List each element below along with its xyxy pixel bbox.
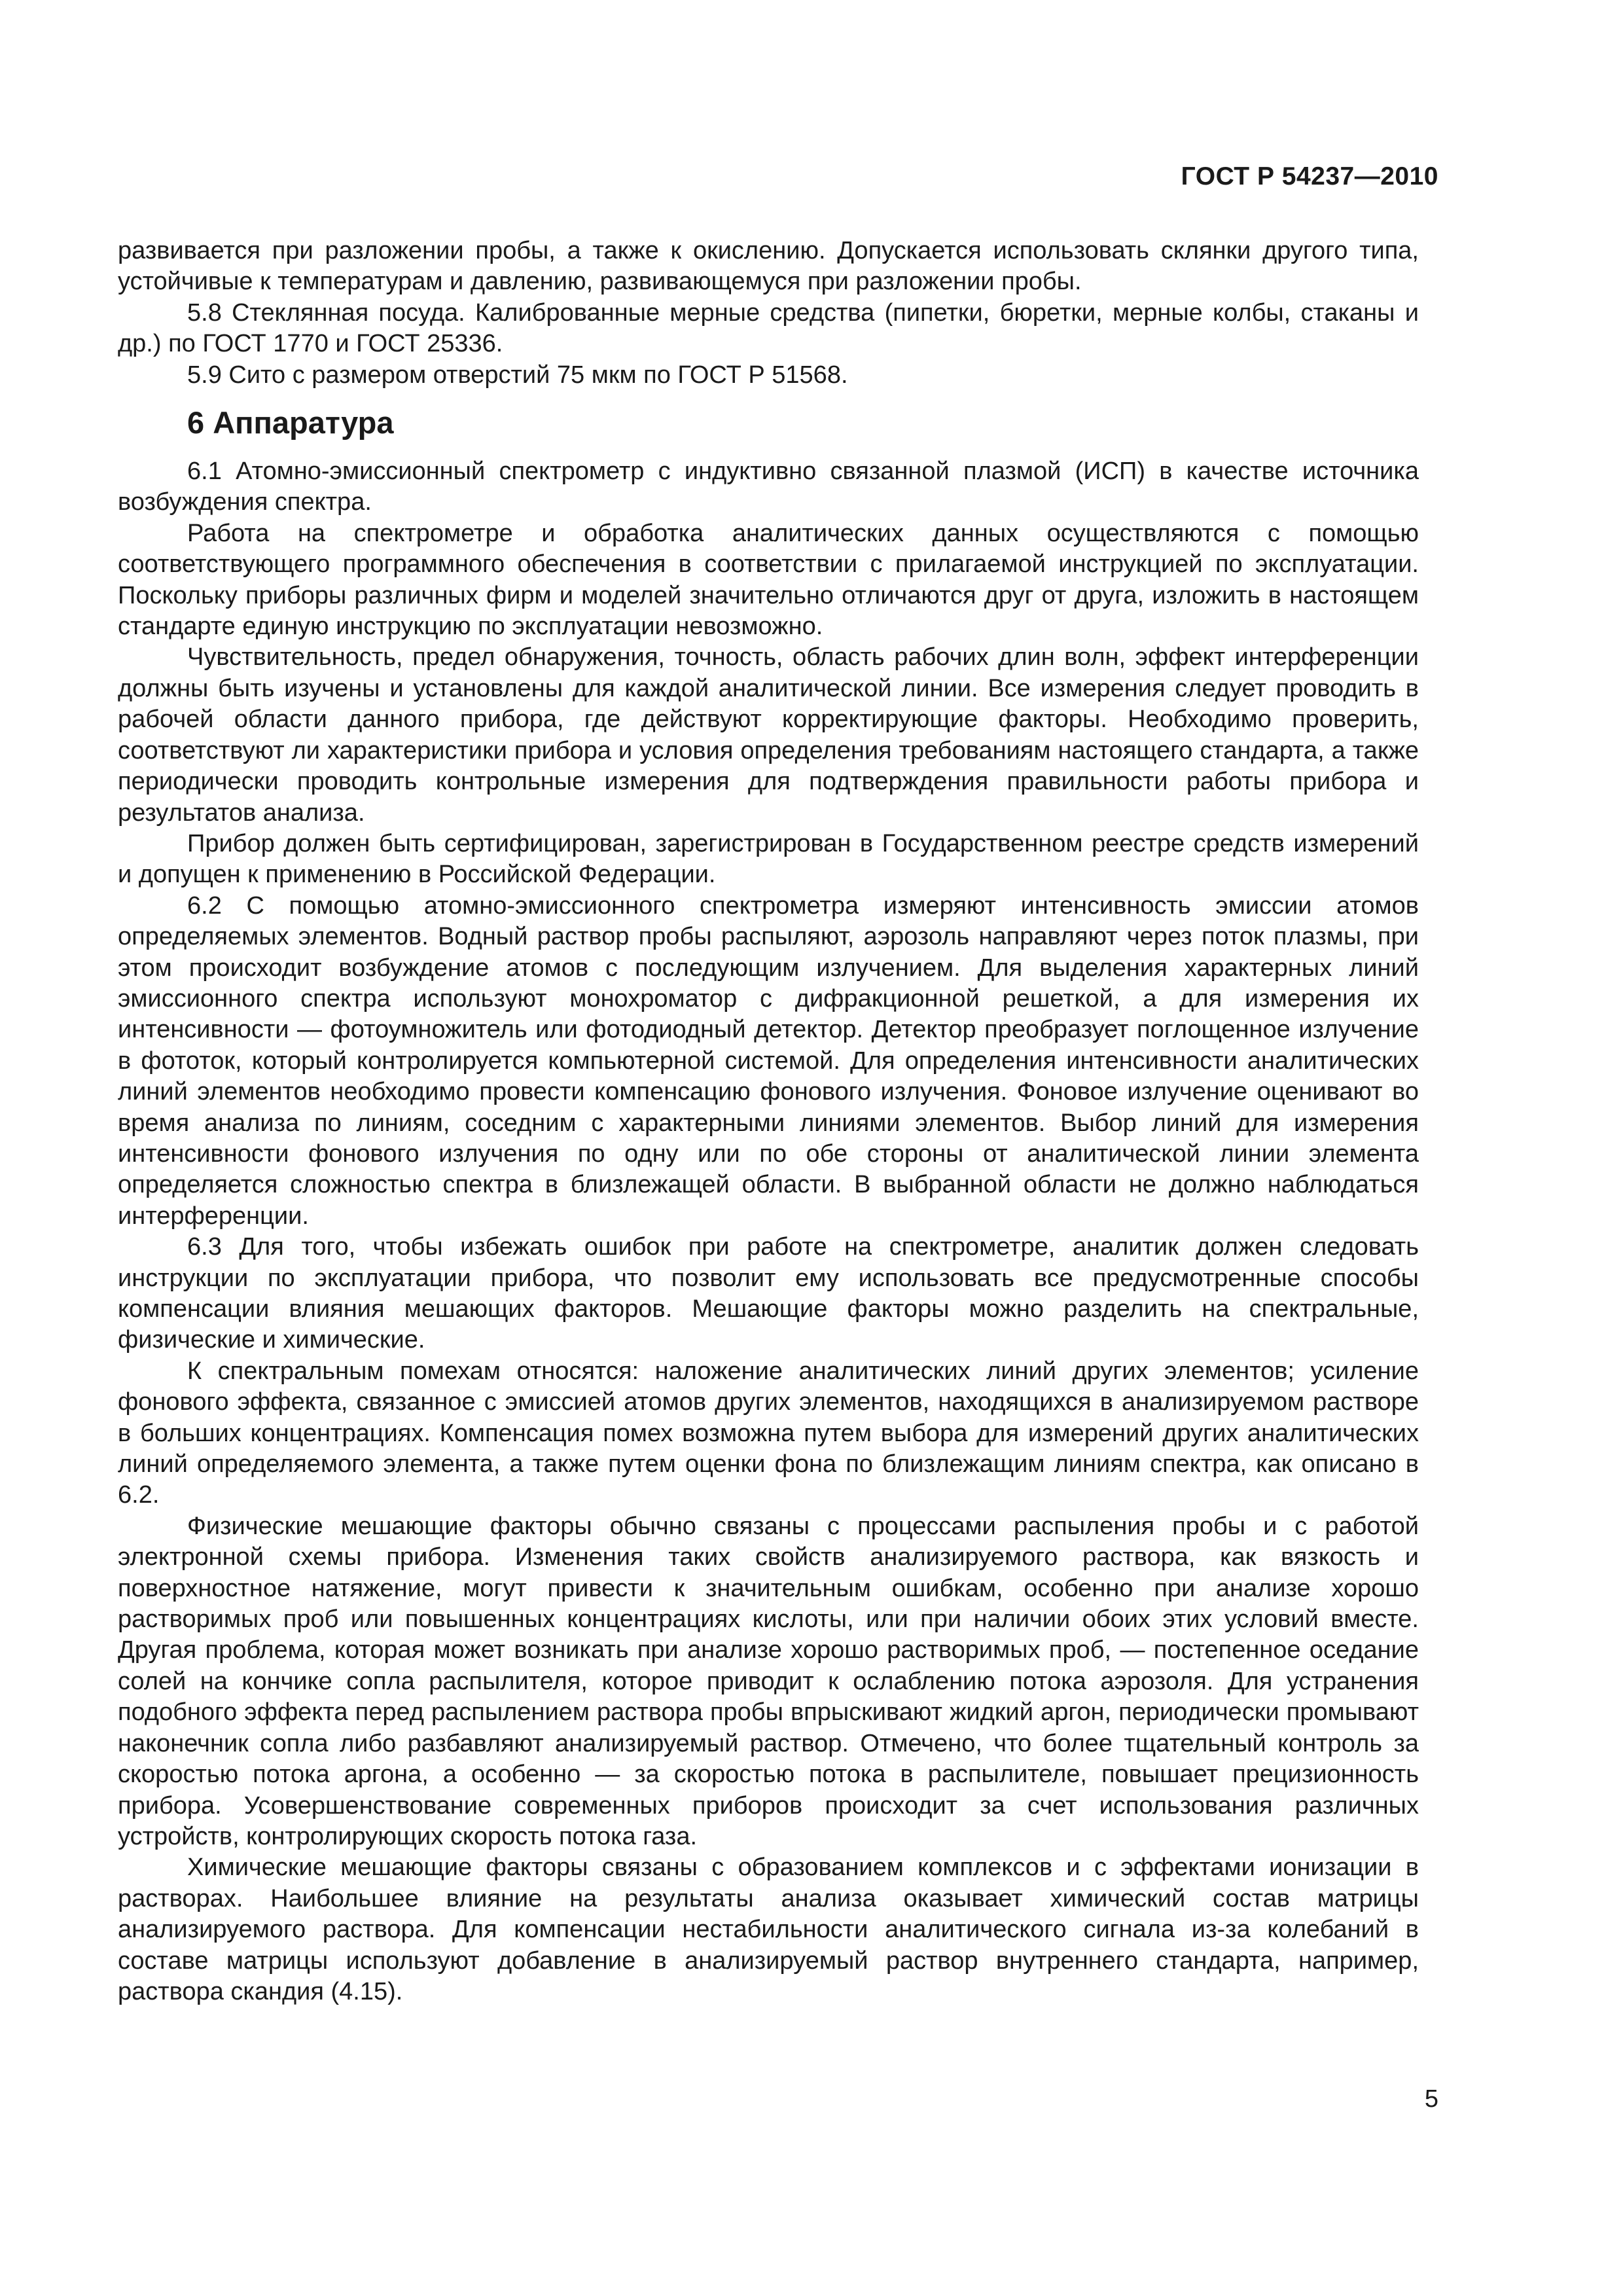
page-number: 5 <box>1424 2085 1438 2113</box>
paragraph: 6.1 Атомно-эмиссионный спектрометр с индуктивно связанной плазмой (ИСП) в качестве источника возбуждения спектра. <box>118 457 1419 516</box>
paragraph: Работа на спектрометре и обработка аналитических данных осуществляются с помощью соответствующего программного обеспечения в соответствии с прилагаемой инструкцией по эксплуатации. Поскольку приборы различных фирм и моделей значительно отличаются друг от друга, изложить в настоящем стандарте единую инструкцию по эксплуатации невозможно. <box>118 519 1419 641</box>
paragraph: Прибор должен быть сертифицирован, зарегистрирован в Государственном реестре средств измерений и допущен к применению в Российской Федерации. <box>118 829 1419 889</box>
paragraph: 6.2 С помощью атомно-эмиссионного спектрометра измеряют интенсивность эмиссии атомов определяемых элементов. Водный раствор пробы распыляют, аэрозоль направляют через поток плазмы, при этом происходит возбуждение атомов с последующим излучением. Для выделения характерных линий эмиссионного спектра используют монохроматор с дифракционной решеткой, а для измерения их интенсивности — фотоумножитель или фотодиодный детектор. Детектор преобразует поглощенное излучение в фототок, который контролируется компьютерной системой. Для определения интенсивности аналитических линий элементов необходимо провести компенсацию фонового излучения. Фоновое излучение оценивают во время анализа по линиям, соседним с характерными линиями элементов. Выбор линий для измерения интенсивности фонового излучения по одну или по обе стороны от аналитической линии элемента определяется сложностью спектра в близлежащей области. В выбранной области не должно наблюдаться интерференции. <box>118 891 1419 1230</box>
document-code: ГОСТ Р 54237—2010 <box>1181 162 1438 190</box>
paragraph: 5.8 Стеклянная посуда. Калиброванные мерные средства (пипетки, бюретки, мерные колбы, стаканы и др.) по ГОСТ 1770 и ГОСТ 25336. <box>118 298 1419 358</box>
paragraph: Химические мешающие факторы связаны с образованием комплексов и с эффектами ионизации в растворах. Наибольшее влияние на результаты анализа оказывает химический состав матрицы анализируемого раствора. Для компенсации нестабильности аналитического сигнала из-за колебаний в составе матрицы используют добавление в анализируемый раствор внутреннего стандарта, например, раствора скандия (4.15). <box>118 1854 1419 2005</box>
paragraph: развивается при разложении пробы, а также к окислению. Допускается использовать склянки другого типа, устойчивые к температурам и давлению, развивающемуся при разложении пробы. <box>118 237 1419 296</box>
document-body <box>118 236 1419 2007</box>
paragraph: К спектральным помехам относятся: наложение аналитических линий других элементов; усиление фонового эффекта, связанное с эмиссией атомов других элементов, находящихся в анализируемом растворе в больших концентрациях. Компенсация помех возможна путем выбора для измерений других аналитических линий определяемого элемента, а также путем оценки фона по близлежащим линиям спектра, как описано в 6.2. <box>118 1357 1419 1509</box>
section-title: 6 Аппаратура <box>187 405 394 440</box>
paragraph: 6.3 Для того, чтобы избежать ошибок при работе на спектрометре, аналитик должен следовать инструкции по эксплуатации прибора, что позволит ему использовать все предусмотренные способы компенсации влияния мешающих факторов. Мешающие факторы можно разделить на спектральные, физические и химические. <box>118 1233 1419 1354</box>
paragraph: Физические мешающие факторы обычно связаны с процессами распыления пробы и с работой электронной схемы прибора. Изменения таких свойств анализируемого раствора, как вязкость и поверхностное натяжение, могут привести к значительным ошибкам, особенно при анализе хорошо растворимых проб или повышенных концентрациях кислоты, или при наличии обоих этих условий вместе. Другая проблема, которая может возникать при анализе хорошо растворимых проб, — постепенное оседание солей на кончике сопла распылителя, которое приводит к ослаблению потока аэрозоля. Для устранения подобного эффекта перед распылением раствора пробы впрыскивают жидкий аргон, периодически промывают наконечник сопла либо разбавляют анализируемый раствор. Отмечено, что более тщательный контроль за скоростью потока аргона, а особенно — за скоростью потока в распылителе, повышает прецизионность прибора. Усовершенствование современных приборов происходит за счет использования различных устройств, контролирующих скорость потока газа. <box>118 1512 1419 1850</box>
paragraph: Чувствительность, предел обнаружения, точность, область рабочих длин волн, эффект интерференции должны быть изучены и установлены для каждой аналитической линии. Все измерения следует проводить в рабочей области данного прибора, где действуют корректирующие факторы. Необходимо проверить, соответствуют ли характеристики прибора и условия определения требованиям настоящего стандарта, а также периодически проводить контрольные измерения для подтверждения правильности работы прибора и результатов анализа. <box>118 643 1419 827</box>
paragraph: 5.9 Сито с размером отверстий 75 мкм по ГОСТ Р 51568. <box>187 361 848 389</box>
